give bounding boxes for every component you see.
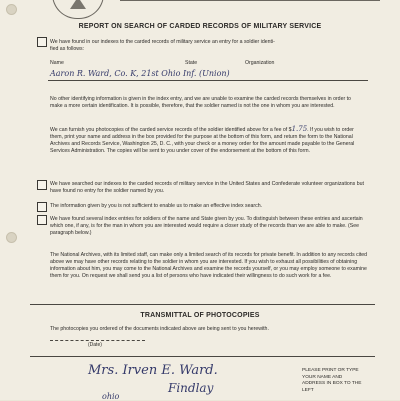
entry-line [48, 80, 368, 81]
recipient-name: Mrs. Irven E. Ward. [88, 363, 218, 378]
address-box-top [30, 356, 375, 357]
address-instructions: PLEASE PRINT OR TYPE YOUR NAME AND ADDRESS IN BOX TO THE LEFT [302, 368, 362, 393]
date-line [50, 340, 145, 341]
transmittal-text: The photocopies you ordered of the documents indicated above are being sent to you herewith. [50, 326, 269, 332]
national-archives-paragraph: The National Archives, with its limited staff, can make only a limited search of its records for private benefit. In addition to any records cited above we may have other records relating to the soldier in whom you are interested. If you wish to exhaust all possibilities of obtaining information about him, you may come to the National Archives and examine the records yourself, or you may employ someone to examine them for you. On request we shall send you a list of persons who have indicated their willingness to do such work for a fee. [50, 252, 368, 279]
punch-hole [6, 232, 17, 243]
column-organization-label: Organization [245, 60, 275, 66]
handwritten-fee: 1.75 [291, 125, 308, 133]
date-label: (Date) [88, 342, 102, 348]
column-name-label: Name [50, 60, 64, 66]
recipient-city: Findlay [168, 381, 214, 395]
transmittal-title: TRANSMITTAL OF PHOTOCOPIES [140, 312, 260, 319]
insufficient-info-text: The information given by you is not sufficient to enable us to make an effective index search. [50, 203, 263, 209]
furnish-text-a: We can furnish you photocopies of the carded service records of the soldier identified above for a fee of $ [50, 127, 292, 133]
found-entry-text [50, 39, 370, 53]
no-entry-checkbox[interactable] [37, 180, 47, 190]
no-other-info-paragraph: No other identifying information is given in the index entry, and we are unable to examine the carded records themselves in order to make a more certain identification. It is possible, therefore, that the soldier named is not the one in whom you are interested. [50, 96, 351, 109]
column-state-label: State [185, 60, 198, 66]
section-divider [30, 304, 375, 305]
header-rule [120, 0, 380, 2]
furnish-text-b: . If you wish to order them, print your name and address in the box provided for the purpose at the bottom of this form, and return the form to the National Archives and Records Service, Washington 25, D. C., with your check or a money order for the amount made payable to the General Services Administration. The copies will be sent to you under cover of the endorsement at the bottom of this form. [50, 127, 355, 154]
several-entries-paragraph: We have found several index entries for soldiers of the name and State given by you. To distinguish between these entries and ascertain which one, if any, is for the man in whom you are interested would require a closer study of the records than we are able to make. (See paragraph below.) [50, 216, 363, 236]
found-entry-line2: fied as follows: [50, 46, 85, 52]
report-title: REPORT ON SEARCH OF CARDED RECORDS OF MILITARY SERVICE [78, 23, 322, 30]
found-entry-line1: We have found in our indexes to the carded records of military service an entry for a soldier identi- [50, 39, 275, 45]
found-entry-checkbox[interactable] [37, 37, 47, 47]
insufficient-info-checkbox[interactable] [37, 202, 47, 212]
punch-hole [6, 4, 17, 15]
no-entry-paragraph: We have searched our indexes to the carded records of military service in the United States and Confederate volunteer organizations but have found no entry for the soldier named by you. [50, 181, 364, 194]
handwritten-soldier-entry: Aaron R. Ward, Co. K, 21st Ohio Inf. (Union) [50, 69, 230, 78]
recipient-extra: ohio [102, 392, 120, 401]
several-entries-checkbox[interactable] [37, 215, 47, 225]
furnish-copies-paragraph [50, 126, 365, 155]
archives-seal-logo [52, 0, 104, 19]
